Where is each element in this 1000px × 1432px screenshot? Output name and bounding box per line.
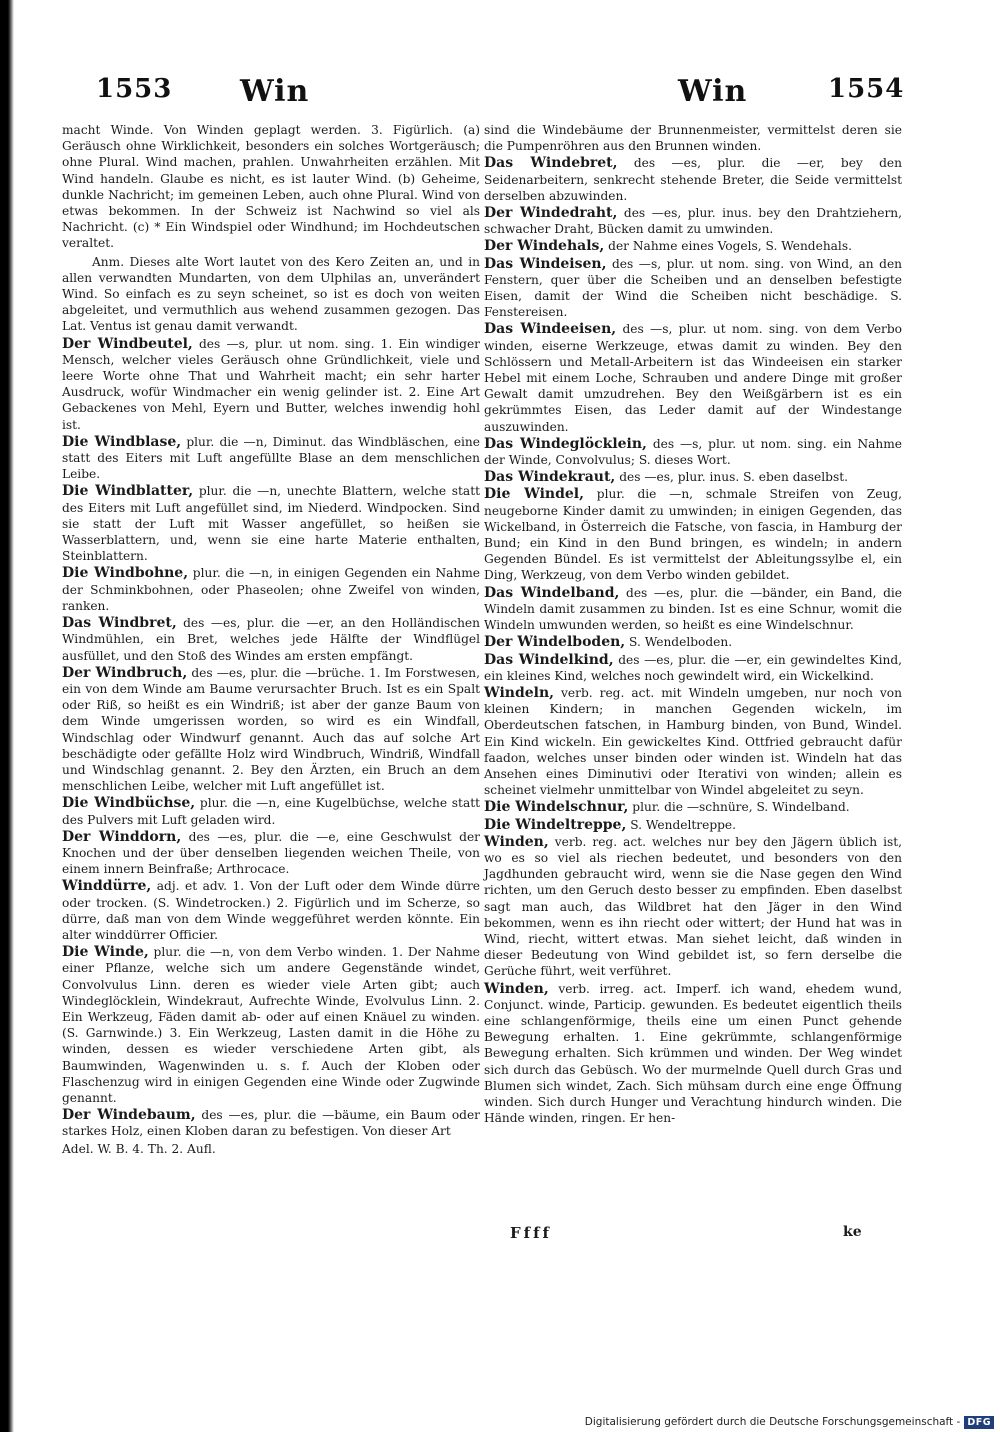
dictionary-entry: Die Windblatter, plur. die —n, unechte Blattern, welche statt des Eiters mit Luft angefüllet sind, im Niederd. Windpocken. Sind sie statt der Luft mit Wasser angefüllet, so heißen sie Wasserblattern, und, wenn sie eine harte Materie enthalten, Steinblattern.: [62, 483, 480, 564]
page-number-right: 1554: [828, 74, 905, 104]
dictionary-entry: Die Windelschnur, plur. die —schnüre, S. Windelband.: [484, 799, 850, 816]
volume-signature-line: Adel. W. B. 4. Th. 2. Aufl.: [62, 1141, 216, 1156]
dictionary-entry: macht Winde. Von Winden geplagt werden. 3. Figürlich. (a) Geräusch ohne Wirklichkeit, besonders ein solches Wortgeräusch; ohne Plural. Wind machen, prahlen. Unwahrheiten erzählen. Mit Wind handeln. Glaube es nicht, es ist lauter Wind. (b) Geheime, dunkle Nachricht; im gemeinen Leben, auch ohne Plural. Wind von etwas bekommen. In der Schweiz ist Nachwind so viel als Nachricht. (c) * Ein Windspiel oder Windhund; im Hochdeutschen veraltet.: [62, 123, 480, 251]
running-head-right: Win: [678, 74, 748, 109]
page-number-left: 1553: [96, 74, 173, 104]
dictionary-entry: Der Windelboden, S. Wendelboden.: [484, 634, 733, 651]
dictionary-entry: Das Windebret, des —es, plur. die —er, bey den Seidenarbeitern, senkrecht stehende Breter, die Seide vermittelst derselben abzuwinden.: [484, 155, 902, 203]
dictionary-entry: Winden, verb. irreg. act. Imperf. ich wand, ehedem wund, Conjunct. winde, Particip. gewunden. Es bedeutet eigentlich theils eine schlangenförmige, theils eine um einen Punct gehende Bewegung erhalten. 1. Eine gekrümmte, schlangenförmige Bewegung erhalten. Sich krümmen und winden. Der Weg windet sich durch das Gebüsch. Wo der murmelnde Quell durch Gras und Blumen sich windet, Zach. Sich mühsam durch eine enge Öffnung winden. Sich durch Hunger und Verachtung hindurch winden. Die Hände winden, ringen. Er hen-: [484, 980, 902, 1126]
dictionary-entry: Die Windeltreppe, S. Wendeltreppe.: [484, 816, 737, 833]
dictionary-entry: Der Windbeutel, des —s, plur. ut nom. sing. 1. Ein windiger Mensch, welcher vieles Geräusch ohne Gründlichkeit, viele und leere Worte ohne That und Wahrheit macht; ein sehr harter Ausdruck, wofür Windmacher ein wenig gelinder ist. 2. Eine Art Gebackenes von Mehl, Eyern und Butter, welches inwendig hohl ist.: [62, 335, 480, 432]
dictionary-entry: sind die Windebäume der Brunnenmeister, vermittelst deren sie die Pumpenröhren aus den Brunnen winden.: [484, 123, 902, 154]
dictionary-entry: Die Windel, plur. die —n, schmale Streifen von Zeug, neugeborne Kinder damit zu umwinden; in einigen Gegenden, das Wickelband, in Österreich die Fatsche, von fascia, in Hamburg der Bund; ein Kind in den Bund bringen, es windeln; in andern Gegenden Bündel. Es ist vermittelst der Ableitungssylbe el, ein Ding, Werkzeug, von dem Verbo winden gebildet.: [484, 486, 903, 583]
running-head-left: Win: [240, 74, 310, 109]
catchword: ke: [843, 1224, 862, 1240]
left-column: [62, 122, 480, 1158]
dictionary-entry: Das Windeeisen, des —s, plur. ut nom. sing. von dem Verbo winden, eiserne Werkzeuge, etwas damit zu winden. Bey den Schlössern und Metall-Arbeitern ist das Windeeisen ein starker Hebel mit einem Loche, Schrauben und andere Dinge mit großer Gewalt damit umzudrehen. Bey den Weißgärbern ist es ein gekrümmtes Eisen, das Leder damit auf der Windestange auszuwinden.: [484, 321, 902, 434]
dictionary-entry: Winden, verb. reg. act. welches nur bey den Jägern üblich ist, wo es so viel als riechen bedeutet, und besonders von den Jagdhunden gebraucht wird, wenn sie die Nase gegen den Wind richten, um den Geruch desto besser zu empfinden. Eben daselbst sagt man auch, das Wildbret hat den Jäger in den Wind bekommen, wenn es ihn riecht oder wittert; der Hund hat was in Wind, riecht, wittert etwas. Man siehet leicht, daß winden in dieser Bedeutung von Wind gebildet ist, so fern derselbe die Gerüche führt, weit verführet.: [484, 833, 903, 979]
dictionary-entry: Anm. Dieses alte Wort lautet von des Kero Zeiten an, und in allen verwandten Mundarten, von dem Ulphilas an, unverändert Wind. So einfach es zu seyn scheinet, so ist es doch von weiten abgeleitet, und vermuthlich aus wehend zusammen gezogen. Das Lat. Ventus ist genau damit verwandt.: [62, 254, 480, 334]
dictionary-entry: Die Windbohne, plur. die —n, in einigen Gegenden ein Nahme der Schminkbohnen, oder Phaseolen; ohne Zweifel von winden, ranken.: [62, 565, 480, 613]
dictionary-entry: Die Windblase, plur. die —n, Diminut. das Windbläschen, eine statt des Eiters mit Luft angefüllte Blase an dem menschlichen Leibe.: [62, 433, 480, 482]
dictionary-entry: Das Windeisen, des —s, plur. ut nom. sing. von Wind, an den Fenstern, quer über die Scheiben und an denselben befestigte Eisen, damit der Wind die Scheiben nicht beschädige. S. Fenstereisen.: [484, 255, 903, 320]
dictionary-entry: Das Windbret, des —es, plur. die —er, an den Holländischen Windmühlen, ein Bret, welches jede Hälfte der Windflügel ausfüllet, und den Stoß des Windes am ersten empfängt.: [62, 615, 480, 663]
right-column: [484, 122, 902, 1127]
dictionary-entry: Windeln, verb. reg. act. mit Windeln umgeben, nur noch von kleinen Kindern; in manchen Gegenden wickeln, im Oberdeutschen fatschen, in Hamburg binden, von Bund, Windel. Ein Kind wickeln. Ein gewickeltes Kind. Ottfried gebraucht dafür faadon, welches unser binden oder winden ist. Windeln hat das Ansehen eines Diminutivi oder Iterativi von winden; allein es scheinet vielmehr unmittelbar von Windel abgeleitet zu seyn.: [484, 684, 902, 798]
dictionary-entry: Der Windbruch, des —es, plur. die —brüche. 1. Im Forstwesen, ein von dem Winde am Baume verursachter Bruch. Ist es ein Spalt oder Riß, so heißt es ein Windriß; ist aber der ganze Baum von dem Winde umgerissen worden, so wird es ein Windfall, Windschlag oder Windwurf genannt. Auch das auf solche Art beschädigte oder gefällte Holz wird Windbruch, Windriß, Windfall und Windschlag genannt. 2. Bey den Ärzten, ein Bruch an dem menschlichen Leibe, welcher mit Luft angefüllet ist.: [62, 664, 481, 794]
dictionary-entry: Das Windekraut, des —es, plur. inus. S. eben daselbst.: [484, 469, 848, 486]
dictionary-entry: Das Windeglöcklein, des —s, plur. ut nom. sing. ein Nahme der Winde, Convolvulus; S. dieses Wort.: [484, 435, 903, 468]
dfg-logo: DFG: [964, 1416, 994, 1429]
dictionary-entry: Der Windehals, der Nahme eines Vogels, S. Wendehals.: [484, 238, 852, 255]
dictionary-entry: Der Windebaum, des —es, plur. die —bäume, ein Baum oder starkes Holz, einen Kloben daran zu befestigen. Von dieser Art: [62, 1107, 481, 1139]
dictionary-entry: Das Windelband, des —es, plur. die —bänder, ein Band, die Windeln damit zusammen zu binden. Ist es eine Schnur, womit die Windeln umwunden werden, so heißt es eine Windelschnur.: [484, 584, 902, 633]
credit-text: Digitalisierung gefördert durch die Deutsche Forschungsgemeinschaft -: [584, 1416, 961, 1428]
printer-signature-mark: Ffff: [510, 1224, 553, 1242]
dictionary-entry: Der Winddorn, des —es, plur. die —e, eine Geschwulst der Knochen und der über denselben liegenden weichen Theile, von einem innern Beinfraße; Arthrocace.: [62, 828, 480, 877]
book-spine-shadow: [0, 0, 14, 1432]
dictionary-entry: Der Windedraht, des —es, plur. inus. bey den Drahtziehern, schwacher Draht, Bücken damit zu umwinden.: [484, 205, 902, 237]
digitization-credit: [585, 1413, 994, 1431]
dictionary-entry: Winddürre, adj. et adv. 1. Von der Luft oder dem Winde dürre oder trocken. (S. Windetrocken.) 2. Figürlich und im Scherze, so dürre, daß man von dem Winde weggeführet werden könnte. Ein alter winddürrer Officier.: [62, 878, 480, 942]
dictionary-entry: Das Windelkind, des —es, plur. die —er, ein gewindeltes Kind, ein kleines Kind, welches noch gewindelt wird, ein Wickelkind.: [484, 651, 902, 683]
dictionary-entry: Die Winde, plur. die —n, von dem Verbo winden. 1. Der Nahme einer Pflanze, welche sich um andere Gegenstände windet, Convolvulus Linn. deren es wieder viele Arten gibt; auch Windeglöcklein, Windekraut, Aufrechte Winde, Evolvulus Linn. 2. Ein Werkzeug, Fäden damit ab- oder auf einen Knäuel zu winden. (S. Garnwinde.) 3. Ein Werkzeug, Lasten damit in die Höhe zu winden, dessen es wieder verschiedene Arten gibt, als Baumwinden, Wagenwinden u. s. f. Auch der Kloben oder Flaschenzug wird in einigen Gegenden eine Winde oder Zugwinde genannt.: [62, 944, 480, 1105]
dictionary-entry: Die Windbüchse, plur. die —n, eine Kugelbüchse, welche statt des Pulvers mit Luft geladen wird.: [62, 795, 481, 827]
